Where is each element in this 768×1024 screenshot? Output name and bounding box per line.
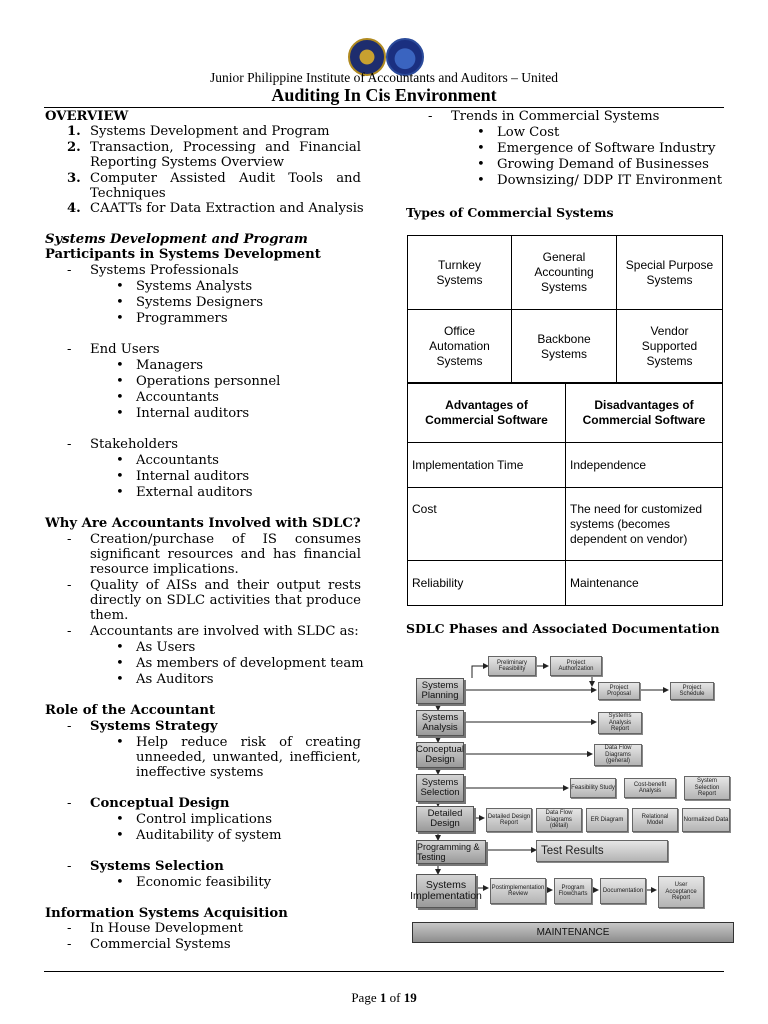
eu-item-3: • Accountants [136, 390, 219, 406]
phase-systems-analysis: Systems Analysis [416, 710, 464, 736]
strategy-line3: ineffective systems [136, 765, 264, 780]
maintenance-bar: MAINTENANCE [412, 922, 734, 943]
eu-item-2: • Operations personnel [136, 374, 280, 390]
dash: - [67, 921, 72, 936]
overview-item-1: Systems Development and Program [90, 124, 330, 139]
dash: - [67, 263, 72, 278]
doc-normalized-data: Normalized Data [682, 808, 730, 832]
doc-preliminary-feasibility: Preliminary Feasibility [488, 656, 536, 676]
isa-heading: Information Systems Acquisition [45, 906, 288, 921]
sp-item-3: • Programmers [136, 311, 228, 327]
doc-data-flow-general: Data Flow Diagrams (general) [594, 744, 642, 766]
overview-num-4: 4. [67, 201, 81, 216]
phase-conceptual-design: Conceptual Design [416, 742, 464, 768]
why-2-line2: directly on SDLC activities that produce [90, 593, 361, 608]
adv-cell: Reliability [408, 561, 566, 606]
eu-item-4: • Internal auditors [136, 406, 249, 422]
why-3-item-1: • As Users [136, 640, 195, 656]
footer-divider [44, 971, 724, 972]
selection-item: • Economic feasibility [136, 875, 271, 891]
dash: - [67, 437, 72, 452]
type-cell-backbone: Backbone Systems [512, 310, 617, 384]
dash: - [67, 342, 72, 357]
overview-num-1: 1. [67, 124, 81, 139]
overview-num-2: 2. [67, 140, 81, 155]
doc-project-schedule: Project Schedule [670, 682, 714, 700]
types-heading: Types of Commercial Systems [406, 205, 614, 220]
overview-num-3: 3. [67, 171, 81, 186]
page-footer [0, 990, 768, 1006]
conceptual-item-2: • Auditability of system [136, 828, 281, 844]
phase-systems-selection: Systems Selection [416, 774, 464, 802]
phase-systems-implementation: Systems Implementation [416, 874, 476, 908]
trend-item-1: • Low Cost [497, 125, 559, 141]
doc-program-flowcharts: Program Flowcharts [554, 878, 592, 904]
systems-professionals-label: Systems Professionals [90, 263, 239, 278]
dash: - [67, 624, 72, 639]
dash: - [67, 937, 72, 952]
conceptual-item-1: • Control implications [136, 812, 272, 828]
why-3: Accountants are involved with SLDC as: [90, 624, 359, 639]
dis-cell: Independence [566, 443, 723, 488]
advantages-header: Advantages of Commercial Software [408, 383, 566, 443]
organization-name: Junior Philippine Institute of Accountants and Auditors – United [210, 70, 558, 85]
doc-project-proposal: Project Proposal [598, 682, 640, 700]
isa-item-2: Commercial Systems [90, 937, 231, 952]
page-label: Page [351, 990, 377, 1005]
overview-heading: OVERVIEW [45, 109, 129, 124]
doc-test-results: Test Results [536, 840, 668, 862]
end-users-label: End Users [90, 342, 160, 357]
overview-item-3-line1: Computer Assisted Audit Tools and [90, 171, 361, 186]
dash: - [67, 578, 72, 593]
doc-er-diagram: ER Diagram [586, 808, 628, 832]
trends-label: Trends in Commercial Systems [451, 109, 660, 124]
doc-documentation: Documentation [600, 878, 646, 904]
doc-postimplementation-review: Postimplementation Review [490, 878, 546, 904]
why-2-line3: them. [90, 608, 129, 623]
why-1-line1: Creation/purchase of IS consumes [90, 532, 361, 547]
trend-item-3: • Growing Demand of Businesses [497, 157, 709, 173]
sh-item-3: • External auditors [136, 485, 253, 501]
isa-item-1: In House Development [90, 921, 243, 936]
dash: - [67, 796, 72, 811]
page-number: 1 [379, 990, 387, 1005]
phase-detailed-design: Detailed Design [416, 806, 474, 832]
sdlc-flowchart [412, 652, 734, 972]
dash: - [428, 109, 433, 124]
adv-cell: Implementation Time [408, 443, 566, 488]
overview-item-3-line2: Techniques [90, 186, 166, 201]
dis-cell: The need for customized systems (becomes dependent on vendor) [566, 488, 723, 561]
participants-heading: Participants in Systems Development [45, 247, 321, 262]
trend-item-4: • Downsizing/ DDP IT Environment [497, 173, 722, 189]
sdlc-heading: SDLC Phases and Associated Documentation [406, 621, 720, 636]
doc-user-acceptance-report: User Acceptance Report [658, 876, 704, 908]
disadvantages-header: Disadvantages of Commercial Software [566, 383, 723, 443]
why-2-line1: Quality of AISs and their output rests [90, 578, 361, 593]
sh-item-2: • Internal auditors [136, 469, 249, 485]
role-heading: Role of the Accountant [45, 703, 216, 718]
selection-label: Systems Selection [90, 859, 224, 874]
sdp-heading: Systems Development and Program [45, 232, 308, 247]
doc-system-selection-report: System Selection Report [684, 776, 730, 800]
strategy-label: Systems Strategy [90, 719, 218, 734]
type-cell-turnkey: Turnkey Systems [408, 236, 512, 310]
dash: - [67, 859, 72, 874]
conceptual-label: Conceptual Design [90, 796, 230, 811]
dis-cell: Maintenance [566, 561, 723, 606]
page-total: 19 [403, 990, 417, 1005]
overview-item-2-line1: Transaction, Processing and Financial [90, 140, 361, 155]
doc-feasibility-study: Feasibility Study [570, 778, 616, 798]
why-1-line3: resource implications. [90, 562, 239, 577]
doc-project-authorization: Project Authorization [550, 656, 602, 676]
comparison-table [407, 382, 723, 606]
strategy-line2: unneeded, unwanted, inefficient, [136, 750, 361, 765]
overview-item-4: CAATTs for Data Extraction and Analysis [90, 201, 364, 216]
page-of: of [389, 990, 401, 1005]
stakeholders-label: Stakeholders [90, 437, 178, 452]
why-heading: Why Are Accountants Involved with SDLC? [45, 516, 361, 531]
adv-cell: Cost [408, 488, 566, 561]
sh-item-1: • Accountants [136, 453, 219, 469]
doc-cost-benefit: Cost-benefit Analysis [624, 778, 676, 798]
doc-detailed-design-report: Detailed Design Report [486, 808, 532, 832]
type-cell-general-accounting: General Accounting Systems [512, 236, 617, 310]
why-3-item-2: • As members of development team [136, 656, 364, 672]
dash: - [67, 532, 72, 547]
doc-relational-model: Relational Model [632, 808, 678, 832]
sp-item-1: • Systems Analysts [136, 279, 252, 295]
why-1-line2: significant resources and has financial [90, 547, 361, 562]
dash: - [67, 719, 72, 734]
types-table [407, 235, 723, 384]
header-divider [44, 107, 724, 108]
type-cell-vendor-supported: Vendor Supported Systems [617, 310, 723, 384]
doc-data-flow-detail: Data Flow Diagrams (detail) [536, 808, 582, 832]
doc-systems-analysis-report: Systems Analysis Report [598, 712, 642, 734]
trend-item-2: • Emergence of Software Industry [497, 141, 715, 157]
sp-item-2: • Systems Designers [136, 295, 263, 311]
overview-item-2-line2: Reporting Systems Overview [90, 155, 285, 170]
eu-item-1: • Managers [136, 358, 203, 374]
phase-systems-planning: Systems Planning [416, 678, 464, 704]
why-3-item-3: • As Auditors [136, 672, 213, 688]
strategy-line1: • Help reduce risk of creating [136, 735, 361, 751]
type-cell-special-purpose: Special Purpose Systems [617, 236, 723, 310]
page-title: Auditing In Cis Environment [271, 85, 497, 105]
type-cell-office-automation: Office Automation Systems [408, 310, 512, 384]
phase-programming-testing: Programming & Testing [416, 840, 486, 864]
